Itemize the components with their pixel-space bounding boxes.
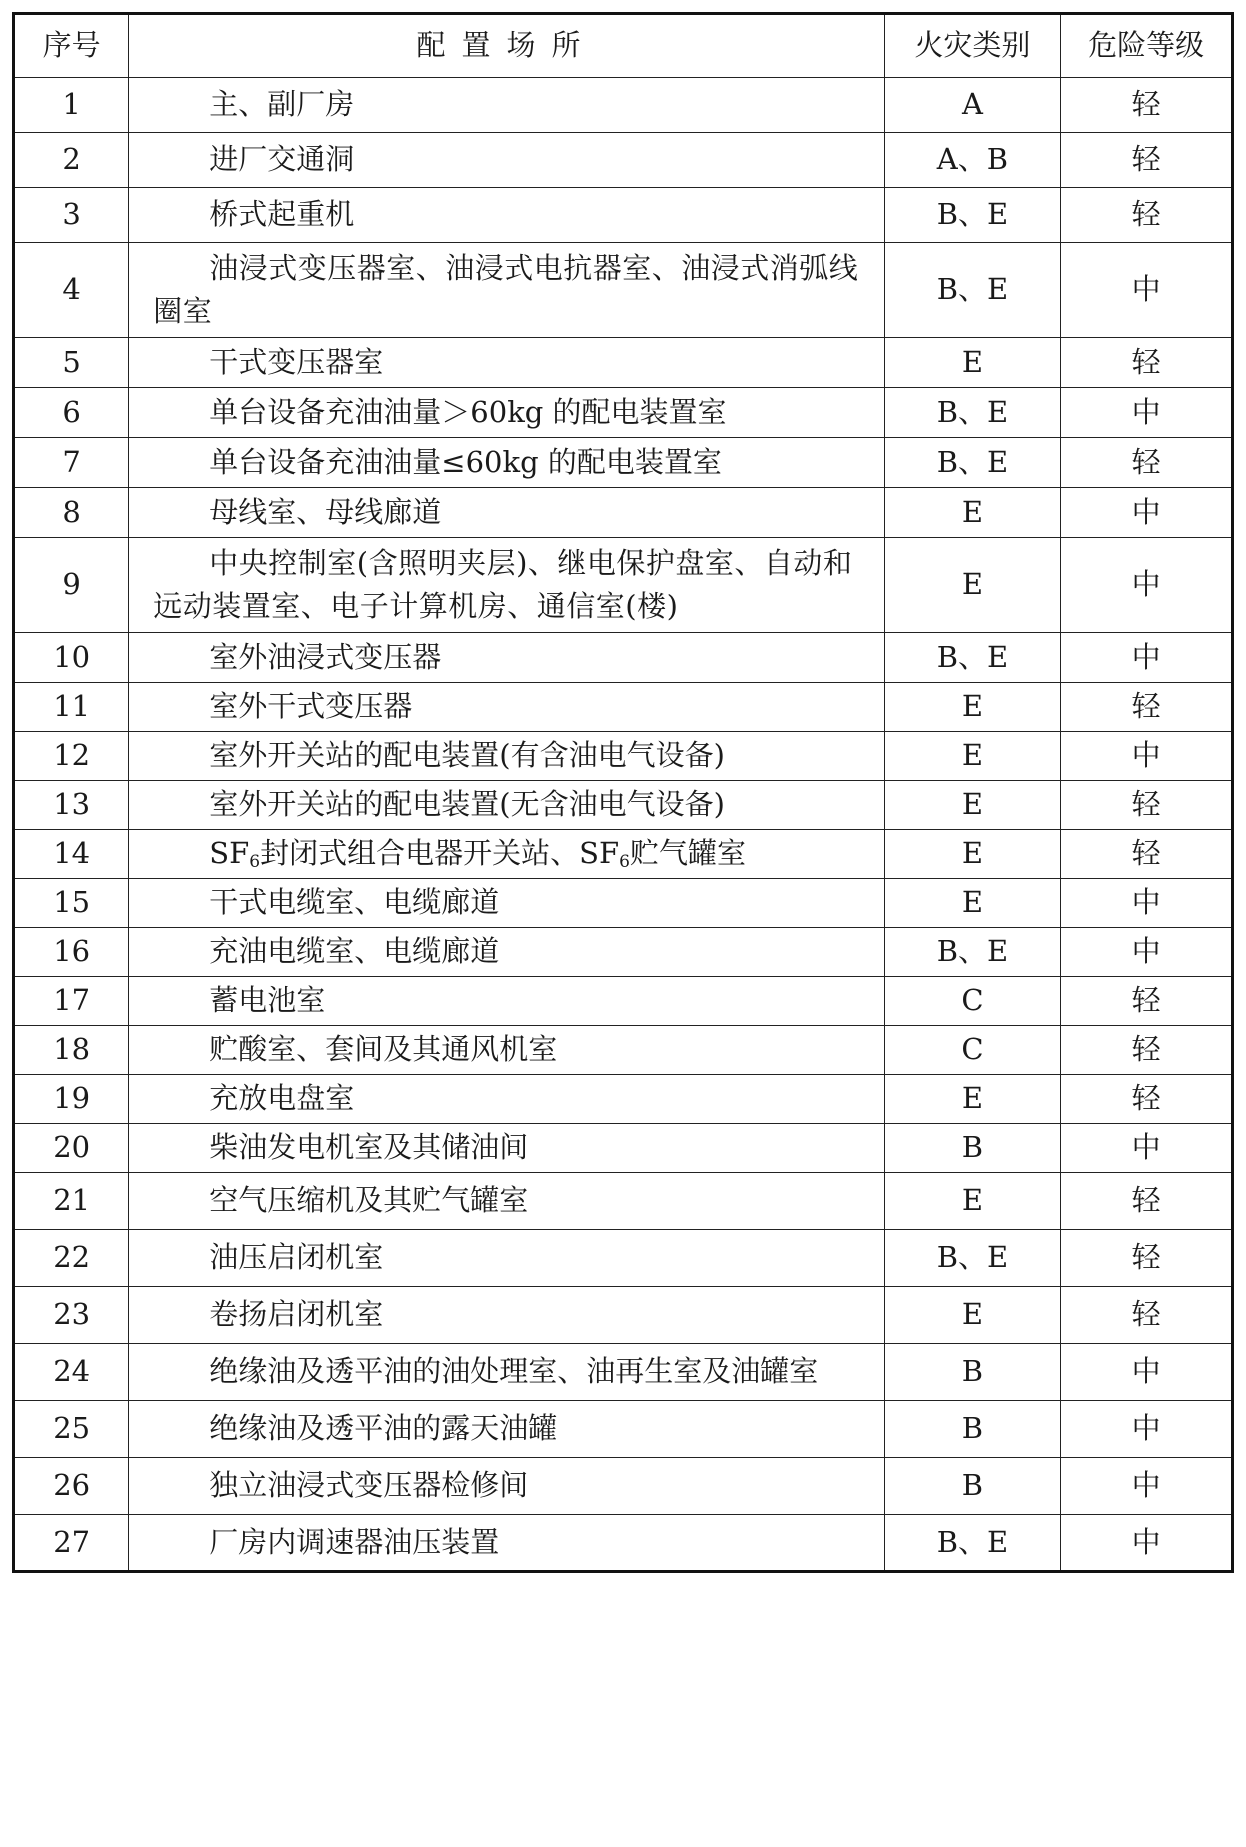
row-location: 充油电缆室、电缆廊道 <box>129 928 884 977</box>
row-fire-class: C <box>884 977 1060 1026</box>
header-num: 序号 <box>14 14 129 78</box>
row-fire-class: E <box>884 830 1060 879</box>
row-hazard-level: 轻 <box>1061 1173 1233 1230</box>
row-hazard-level: 中 <box>1061 732 1233 781</box>
row-hazard-level: 轻 <box>1061 977 1233 1026</box>
table-row <box>14 538 1233 633</box>
row-num: 12 <box>14 732 129 781</box>
row-num: 2 <box>14 133 129 188</box>
row-hazard-level: 轻 <box>1061 1230 1233 1287</box>
row-hazard-level: 轻 <box>1061 781 1233 830</box>
row-num: 15 <box>14 879 129 928</box>
row-fire-class: C <box>884 1026 1060 1075</box>
row-num: 10 <box>14 633 129 683</box>
row-location: 单台设备充油油量≤60kg 的配电装置室 <box>129 438 884 488</box>
table-row <box>14 633 1233 683</box>
row-location: 主、副厂房 <box>129 78 884 133</box>
row-location: 空气压缩机及其贮气罐室 <box>129 1173 884 1230</box>
row-location: 室外开关站的配电装置(有含油电气设备) <box>129 732 884 781</box>
row-location: 独立油浸式变压器检修间 <box>129 1458 884 1515</box>
row-hazard-level: 中 <box>1061 243 1233 338</box>
row-fire-class: B <box>884 1344 1060 1401</box>
row-fire-class: B、E <box>884 438 1060 488</box>
row-location: 绝缘油及透平油的露天油罐 <box>129 1401 884 1458</box>
table-row <box>14 133 1233 188</box>
row-location: 中央控制室(含照明夹层)、继电保护盘室、自动和远动装置室、电子计算机房、通信室(楼) <box>129 538 884 633</box>
table-row <box>14 1026 1233 1075</box>
row-location: 卷扬启闭机室 <box>129 1287 884 1344</box>
row-hazard-level: 中 <box>1061 1515 1233 1572</box>
row-num: 14 <box>14 830 129 879</box>
table-row <box>14 1173 1233 1230</box>
table-row <box>14 1401 1233 1458</box>
row-location: $SF_6$封闭式组合电器开关站、$SF_6$贮气罐室 <box>129 830 884 879</box>
row-hazard-level: 轻 <box>1061 133 1233 188</box>
row-num: 23 <box>14 1287 129 1344</box>
row-fire-class: B、E <box>884 188 1060 243</box>
row-fire-class: E <box>884 781 1060 830</box>
row-hazard-level: 轻 <box>1061 338 1233 388</box>
row-num: 18 <box>14 1026 129 1075</box>
row-hazard-level: 轻 <box>1061 1026 1233 1075</box>
row-num: 25 <box>14 1401 129 1458</box>
table-row <box>14 1458 1233 1515</box>
row-location: 油压启闭机室 <box>129 1230 884 1287</box>
row-fire-class: E <box>884 879 1060 928</box>
row-num: 19 <box>14 1075 129 1124</box>
row-hazard-level: 中 <box>1061 488 1233 538</box>
row-location: 室外油浸式变压器 <box>129 633 884 683</box>
row-hazard-level: 轻 <box>1061 1075 1233 1124</box>
table-row <box>14 781 1233 830</box>
row-num: 7 <box>14 438 129 488</box>
table-row <box>14 928 1233 977</box>
table-row <box>14 188 1233 243</box>
row-fire-class: A、B <box>884 133 1060 188</box>
row-num: 6 <box>14 388 129 438</box>
table-row <box>14 1515 1233 1572</box>
table-row <box>14 488 1233 538</box>
row-hazard-level: 轻 <box>1061 188 1233 243</box>
row-hazard-level: 中 <box>1061 1401 1233 1458</box>
row-fire-class: E <box>884 1075 1060 1124</box>
row-fire-class: E <box>884 488 1060 538</box>
row-num: 3 <box>14 188 129 243</box>
row-location: 柴油发电机室及其储油间 <box>129 1124 884 1173</box>
row-num: 26 <box>14 1458 129 1515</box>
table-row <box>14 732 1233 781</box>
table-row <box>14 830 1233 879</box>
row-location: 母线室、母线廊道 <box>129 488 884 538</box>
table-row <box>14 1344 1233 1401</box>
row-fire-class: B、E <box>884 1515 1060 1572</box>
row-hazard-level: 轻 <box>1061 683 1233 732</box>
row-location: 充放电盘室 <box>129 1075 884 1124</box>
row-hazard-level: 中 <box>1061 633 1233 683</box>
row-fire-class: B、E <box>884 388 1060 438</box>
row-fire-class: B、E <box>884 1230 1060 1287</box>
row-num: 13 <box>14 781 129 830</box>
row-num: 16 <box>14 928 129 977</box>
table-header-row <box>14 14 1233 78</box>
table-row <box>14 243 1233 338</box>
row-hazard-level: 中 <box>1061 879 1233 928</box>
header-hazard-level: 危险等级 <box>1061 14 1233 78</box>
fire-extinguisher-config-table <box>12 12 1234 1573</box>
row-num: 24 <box>14 1344 129 1401</box>
row-hazard-level: 中 <box>1061 928 1233 977</box>
table-row <box>14 977 1233 1026</box>
table-row <box>14 1287 1233 1344</box>
row-fire-class: E <box>884 538 1060 633</box>
row-location: 室外干式变压器 <box>129 683 884 732</box>
row-fire-class: E <box>884 1173 1060 1230</box>
table-row <box>14 1075 1233 1124</box>
row-location: 桥式起重机 <box>129 188 884 243</box>
row-hazard-level: 中 <box>1061 1124 1233 1173</box>
row-num: 4 <box>14 243 129 338</box>
table-row <box>14 338 1233 388</box>
row-num: 20 <box>14 1124 129 1173</box>
row-location: 进厂交通洞 <box>129 133 884 188</box>
row-location: 厂房内调速器油压装置 <box>129 1515 884 1572</box>
table-row <box>14 78 1233 133</box>
table-row <box>14 1230 1233 1287</box>
table-row <box>14 438 1233 488</box>
row-hazard-level: 轻 <box>1061 438 1233 488</box>
table-row <box>14 1124 1233 1173</box>
row-fire-class: B、E <box>884 633 1060 683</box>
row-fire-class: B <box>884 1401 1060 1458</box>
row-hazard-level: 中 <box>1061 388 1233 438</box>
row-location: 贮酸室、套间及其通风机室 <box>129 1026 884 1075</box>
row-num: 8 <box>14 488 129 538</box>
table-row <box>14 388 1233 438</box>
row-location: 单台设备充油油量＞60kg 的配电装置室 <box>129 388 884 438</box>
sf6-symbol: $SF_6$ <box>209 836 261 873</box>
row-location: 油浸式变压器室、油浸式电抗器室、油浸式消弧线圈室 <box>129 243 884 338</box>
row-num: 9 <box>14 538 129 633</box>
row-num: 5 <box>14 338 129 388</box>
row-fire-class: B <box>884 1124 1060 1173</box>
row-fire-class: B、E <box>884 243 1060 338</box>
row-fire-class: B <box>884 1458 1060 1515</box>
row-fire-class: B、E <box>884 928 1060 977</box>
row-num: 27 <box>14 1515 129 1572</box>
row-location: 蓄电池室 <box>129 977 884 1026</box>
row-hazard-level: 中 <box>1061 538 1233 633</box>
row-fire-class: E <box>884 732 1060 781</box>
row-location: 绝缘油及透平油的油处理室、油再生室及油罐室 <box>129 1344 884 1401</box>
row-fire-class: E <box>884 683 1060 732</box>
row-location: 室外开关站的配电装置(无含油电气设备) <box>129 781 884 830</box>
row-hazard-level: 中 <box>1061 1344 1233 1401</box>
row-hazard-level: 中 <box>1061 1458 1233 1515</box>
row-fire-class: E <box>884 1287 1060 1344</box>
row-num: 17 <box>14 977 129 1026</box>
row-hazard-level: 轻 <box>1061 830 1233 879</box>
header-fire-class: 火灾类别 <box>884 14 1060 78</box>
row-hazard-level: 轻 <box>1061 78 1233 133</box>
row-num: 11 <box>14 683 129 732</box>
row-location: 干式变压器室 <box>129 338 884 388</box>
row-location: 干式电缆室、电缆廊道 <box>129 879 884 928</box>
row-hazard-level: 轻 <box>1061 1287 1233 1344</box>
row-num: 1 <box>14 78 129 133</box>
row-num: 22 <box>14 1230 129 1287</box>
row-fire-class: E <box>884 338 1060 388</box>
table-row <box>14 683 1233 732</box>
header-location: 配置场所 <box>129 14 884 78</box>
row-fire-class: A <box>884 78 1060 133</box>
table-row <box>14 879 1233 928</box>
row-num: 21 <box>14 1173 129 1230</box>
